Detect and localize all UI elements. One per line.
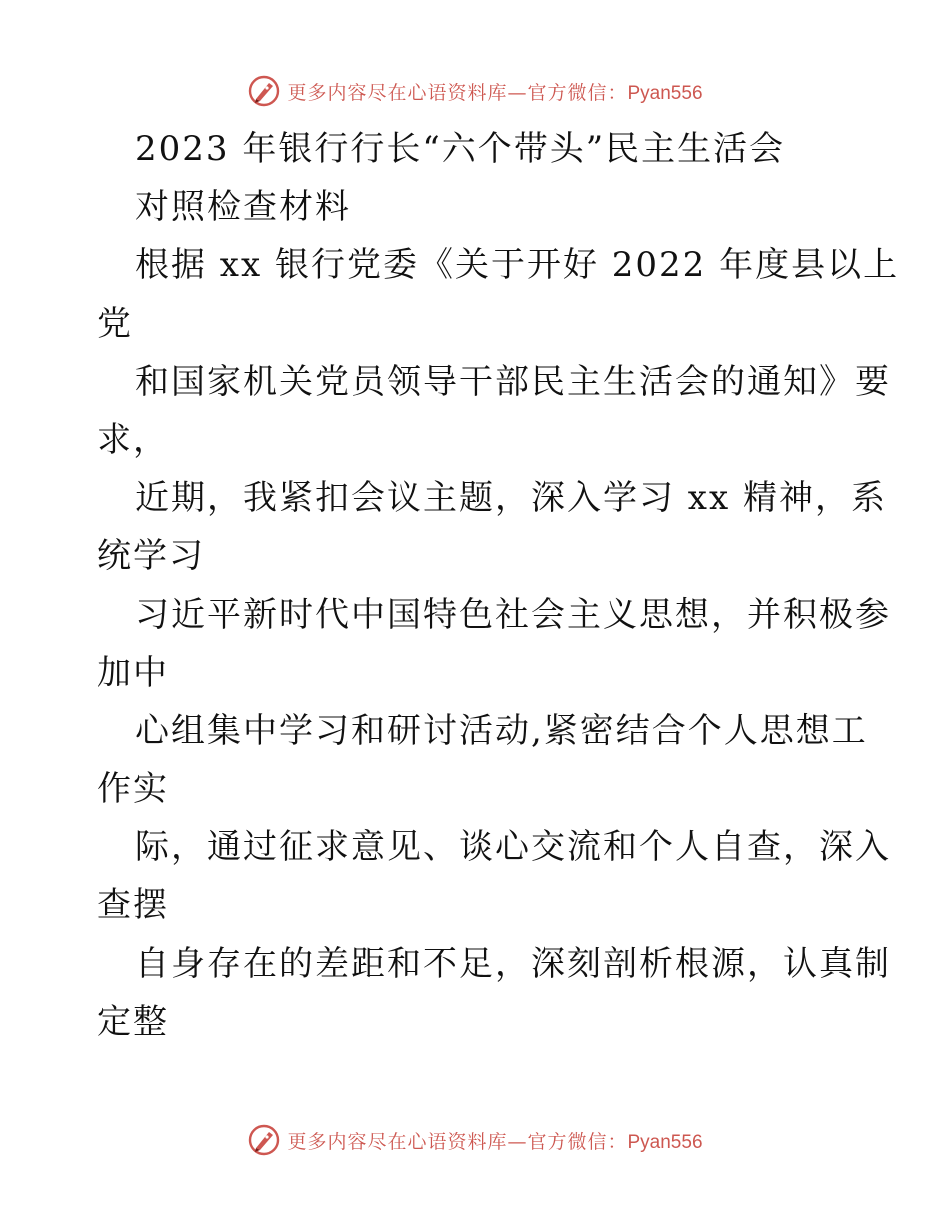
text-line: 心组集中学习和研讨活动,紧密结合个人思想工 — [135, 710, 868, 751]
watermark-text: 更多内容尽在心语资料库—官方微信：Pyan556 — [287, 1130, 703, 1153]
watermark-brand — [247, 74, 702, 108]
text-line: 习近平新时代中国特色社会主义思想，并积极参 — [135, 594, 891, 635]
text-line: 对照检查材料 — [135, 187, 351, 228]
pen-logo-icon — [247, 1123, 281, 1157]
text-line: 党 — [97, 303, 133, 344]
text-line: 查摆 — [97, 885, 169, 926]
footer-watermark — [0, 1120, 950, 1160]
document-body — [97, 120, 900, 1051]
text-line: 自身存在的差距和不足，深刻剖析根源，认真制 — [135, 943, 891, 984]
text-line: 2023 年银行行长“六个带头”民主生活会 — [135, 129, 786, 169]
text-line: 际，通过征求意见、谈心交流和个人自查，深入 — [135, 827, 891, 868]
text-line: 近期，我紧扣会议主题，深入学习 xx 精神，系 — [135, 478, 887, 519]
text-line: 加中 — [97, 652, 169, 693]
pen-logo-icon — [247, 74, 281, 108]
text-line: 统学习 — [97, 536, 205, 577]
header-watermark — [0, 71, 950, 111]
text-line: 求， — [97, 419, 169, 460]
watermark-brand — [247, 1123, 702, 1157]
text-line: 作实 — [97, 769, 169, 810]
text-line: 和国家机关党员领导干部民主生活会的通知》要 — [135, 361, 891, 402]
text-line: 定整 — [97, 1001, 169, 1042]
text-line: 根据 xx 银行党委《关于开好 2022 年度县以上 — [135, 245, 900, 286]
watermark-text: 更多内容尽在心语资料库—官方微信：Pyan556 — [287, 81, 703, 104]
